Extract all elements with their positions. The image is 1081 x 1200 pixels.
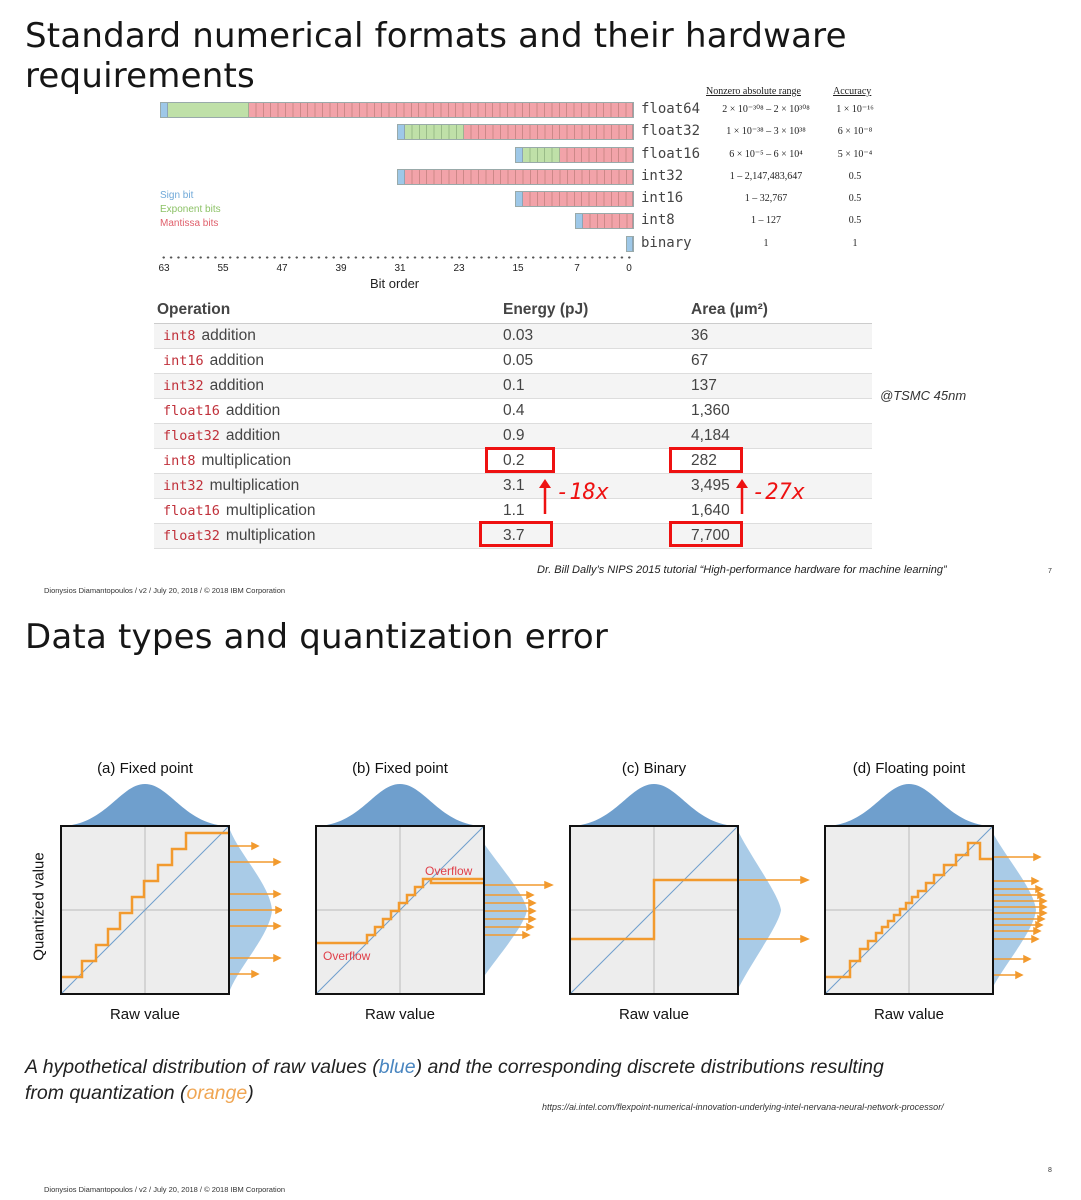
energy-cell: 0.2 (500, 448, 688, 473)
type-code: float32 (163, 527, 220, 544)
format-label: binary (641, 235, 692, 251)
raw-distribution-curve (824, 782, 994, 826)
area-cell: 137 (688, 373, 872, 398)
area-cell: 1,640 (688, 498, 872, 523)
accuracy-value: 1 × 10⁻¹⁶ (836, 104, 874, 115)
type-code: float16 (163, 502, 220, 519)
credit-text: Dr. Bill Dally’s NIPS 2015 tutorial “High-performance hardware for machine learning” (537, 564, 947, 576)
accuracy-value: 5 × 10⁻⁴ (837, 149, 873, 160)
op-name: addition (225, 401, 281, 419)
bit-tick: 23 (453, 263, 465, 274)
accuracy-header: Accuracy (833, 86, 872, 97)
area-cell: 1,360 (688, 398, 872, 423)
bit-tick: 7 (574, 263, 580, 274)
floating-point-plot (824, 825, 994, 995)
type-code: int8 (163, 327, 196, 344)
accuracy-value: 6 × 10⁻⁸ (837, 126, 873, 137)
format-label: float64 (641, 101, 701, 117)
energy-factor: -18x (556, 480, 609, 505)
bit-tick: 31 (394, 263, 406, 274)
area-cell: 3,495 (688, 473, 872, 498)
col-header: Area (µm²) (688, 298, 872, 323)
int8-bits-bar (575, 213, 634, 229)
range-value: 1 × 10⁻³⁸ – 3 × 10³⁸ (726, 126, 806, 137)
panel-title: (c) Binary (621, 760, 687, 777)
energy-cell: 0.4 (500, 398, 688, 423)
op-name: multiplication (209, 476, 300, 494)
caption-text: from quantization ( (25, 1082, 187, 1104)
accuracy-value: 0.5 (848, 215, 862, 226)
quantized-distribution (994, 825, 1050, 995)
legend-sign: Sign bit (160, 190, 194, 201)
ops-table (154, 298, 872, 549)
format-label: int16 (641, 190, 684, 206)
panel-title: (b) Fixed point (352, 760, 448, 777)
highlight-box (669, 447, 743, 473)
area-cell: 36 (688, 323, 872, 348)
op-name: addition (225, 426, 281, 444)
energy-cell: 0.05 (500, 348, 688, 373)
raw-distribution-curve (315, 782, 485, 826)
legend-mantissa: Mantissa bits (160, 218, 219, 229)
op-name: multiplication (225, 526, 316, 544)
range-value: 1 (763, 238, 769, 249)
area-factor: -27x (752, 480, 805, 505)
table-header-row (154, 298, 872, 323)
table-row (154, 398, 872, 423)
area-cell: 7,700 (688, 523, 872, 548)
energy-cell: 3.1 (500, 473, 688, 498)
table-row (154, 323, 872, 348)
energy-cell: 3.7 (500, 523, 688, 548)
range-value: 6 × 10⁻⁵ – 6 × 10⁴ (729, 149, 803, 160)
float16-bits-bar (515, 147, 634, 163)
binary-bits-bar (626, 236, 634, 252)
energy-cell: 0.03 (500, 323, 688, 348)
op-name: multiplication (225, 501, 316, 519)
float64-bits-bar (160, 102, 634, 118)
range-value: 1 – 2,147,483,647 (729, 171, 803, 182)
energy-cell: 1.1 (500, 498, 688, 523)
x-axis-label: Raw value (618, 1006, 690, 1023)
type-code: int8 (163, 452, 196, 469)
table-row (154, 423, 872, 448)
quantized-distribution (739, 825, 811, 995)
accuracy-value: 0.5 (848, 171, 862, 182)
type-code: float32 (163, 427, 220, 444)
highlight-box (485, 447, 555, 473)
range-value: 2 × 10⁻³⁰⁸ – 2 × 10³⁰⁸ (722, 104, 810, 115)
binary-plot (569, 825, 739, 995)
panel-title: (d) Floating point (852, 760, 966, 777)
col-header: Energy (pJ) (500, 298, 688, 323)
process-note: @TSMC 45nm (880, 388, 967, 403)
area-cell: 282 (688, 448, 872, 473)
slide2-title: Data types and quantization error (25, 617, 609, 657)
highlight-box (479, 521, 553, 547)
table-row (154, 373, 872, 398)
up-arrow-icon (735, 478, 749, 516)
range-value: 1 – 127 (751, 215, 781, 226)
op-name: addition (209, 376, 264, 394)
range-value: 1 – 32,767 (744, 193, 788, 204)
x-axis-label: Raw value (109, 1006, 181, 1023)
type-code: int32 (163, 377, 204, 394)
col-header: Operation (154, 298, 500, 323)
bit-axis-label: Bit order (370, 276, 420, 291)
fixed-point-plot-a (60, 825, 230, 995)
op-name: addition (201, 326, 256, 344)
fixed-point-plot-b (315, 825, 485, 995)
footer-text: Dionysios Diamantopoulos / v2 / July 20, 2018 / © 2018 IBM Corporation (44, 1185, 286, 1194)
legend-exponent: Exponent bits (160, 204, 221, 215)
format-label: int32 (641, 168, 684, 184)
format-label: float32 (641, 123, 701, 139)
int16-bits-bar (515, 191, 634, 207)
accuracy-value: 0.5 (848, 193, 862, 204)
up-arrow-icon (538, 478, 552, 516)
raw-distribution-curve (60, 782, 230, 826)
overflow-label-top: Overflow (425, 864, 473, 878)
area-cell: 67 (688, 348, 872, 373)
bit-tick: 39 (335, 263, 347, 274)
overflow-label-bottom: Overflow (323, 949, 371, 963)
bit-tick: 47 (276, 263, 288, 274)
bit-tick: 55 (217, 263, 229, 274)
y-axis-label: Quantized value (30, 852, 48, 961)
source-url: https://ai.intel.com/flexpoint-numerical-innovation-underlying-intel-nervana-neural-network-processor/ (542, 1102, 944, 1112)
bit-tick: 15 (512, 263, 524, 274)
energy-cell: 0.1 (500, 373, 688, 398)
type-code: int16 (163, 352, 204, 369)
accuracy-value: 1 (852, 238, 858, 249)
caption-orange-word: orange (186, 1082, 248, 1104)
figure-caption (25, 1054, 985, 1106)
energy-cell: 0.9 (500, 423, 688, 448)
page-number: 8 (1048, 1167, 1052, 1174)
float32-bits-bar (397, 124, 634, 140)
bit-tick: 0 (626, 263, 632, 274)
footer-text: Dionysios Diamantopoulos / v2 / July 20, 2018 / © 2018 IBM Corporation (44, 586, 286, 595)
quantized-distribution (485, 825, 555, 995)
panel-title: (a) Fixed point (97, 760, 193, 777)
page-number: 7 (1048, 568, 1052, 575)
area-cell: 4,184 (688, 423, 872, 448)
caption-text: ) and the corresponding discrete distributions resulting (415, 1056, 884, 1078)
caption-blue-word: blue (378, 1056, 416, 1078)
slide1-title: Standard numerical formats and their hardware requirements (25, 16, 847, 96)
format-label: float16 (641, 146, 701, 162)
table-row (154, 348, 872, 373)
highlight-box (669, 521, 743, 547)
op-name: multiplication (201, 451, 292, 469)
caption-text: ) (247, 1082, 254, 1104)
raw-distribution-curve (569, 782, 739, 826)
x-axis-label: Raw value (364, 1006, 436, 1023)
caption-text: A hypothetical distribution of raw values ( (25, 1056, 379, 1078)
range-header: Nonzero absolute range (706, 86, 801, 97)
type-code: float16 (163, 402, 220, 419)
bit-axis-dots (160, 256, 634, 259)
type-code: int32 (163, 477, 204, 494)
op-name: addition (209, 351, 264, 369)
bit-tick: 63 (158, 263, 170, 274)
format-label: int8 (641, 212, 675, 228)
int32-bits-bar (397, 169, 634, 185)
quantized-distribution (230, 825, 282, 995)
x-axis-label: Raw value (873, 1006, 945, 1023)
